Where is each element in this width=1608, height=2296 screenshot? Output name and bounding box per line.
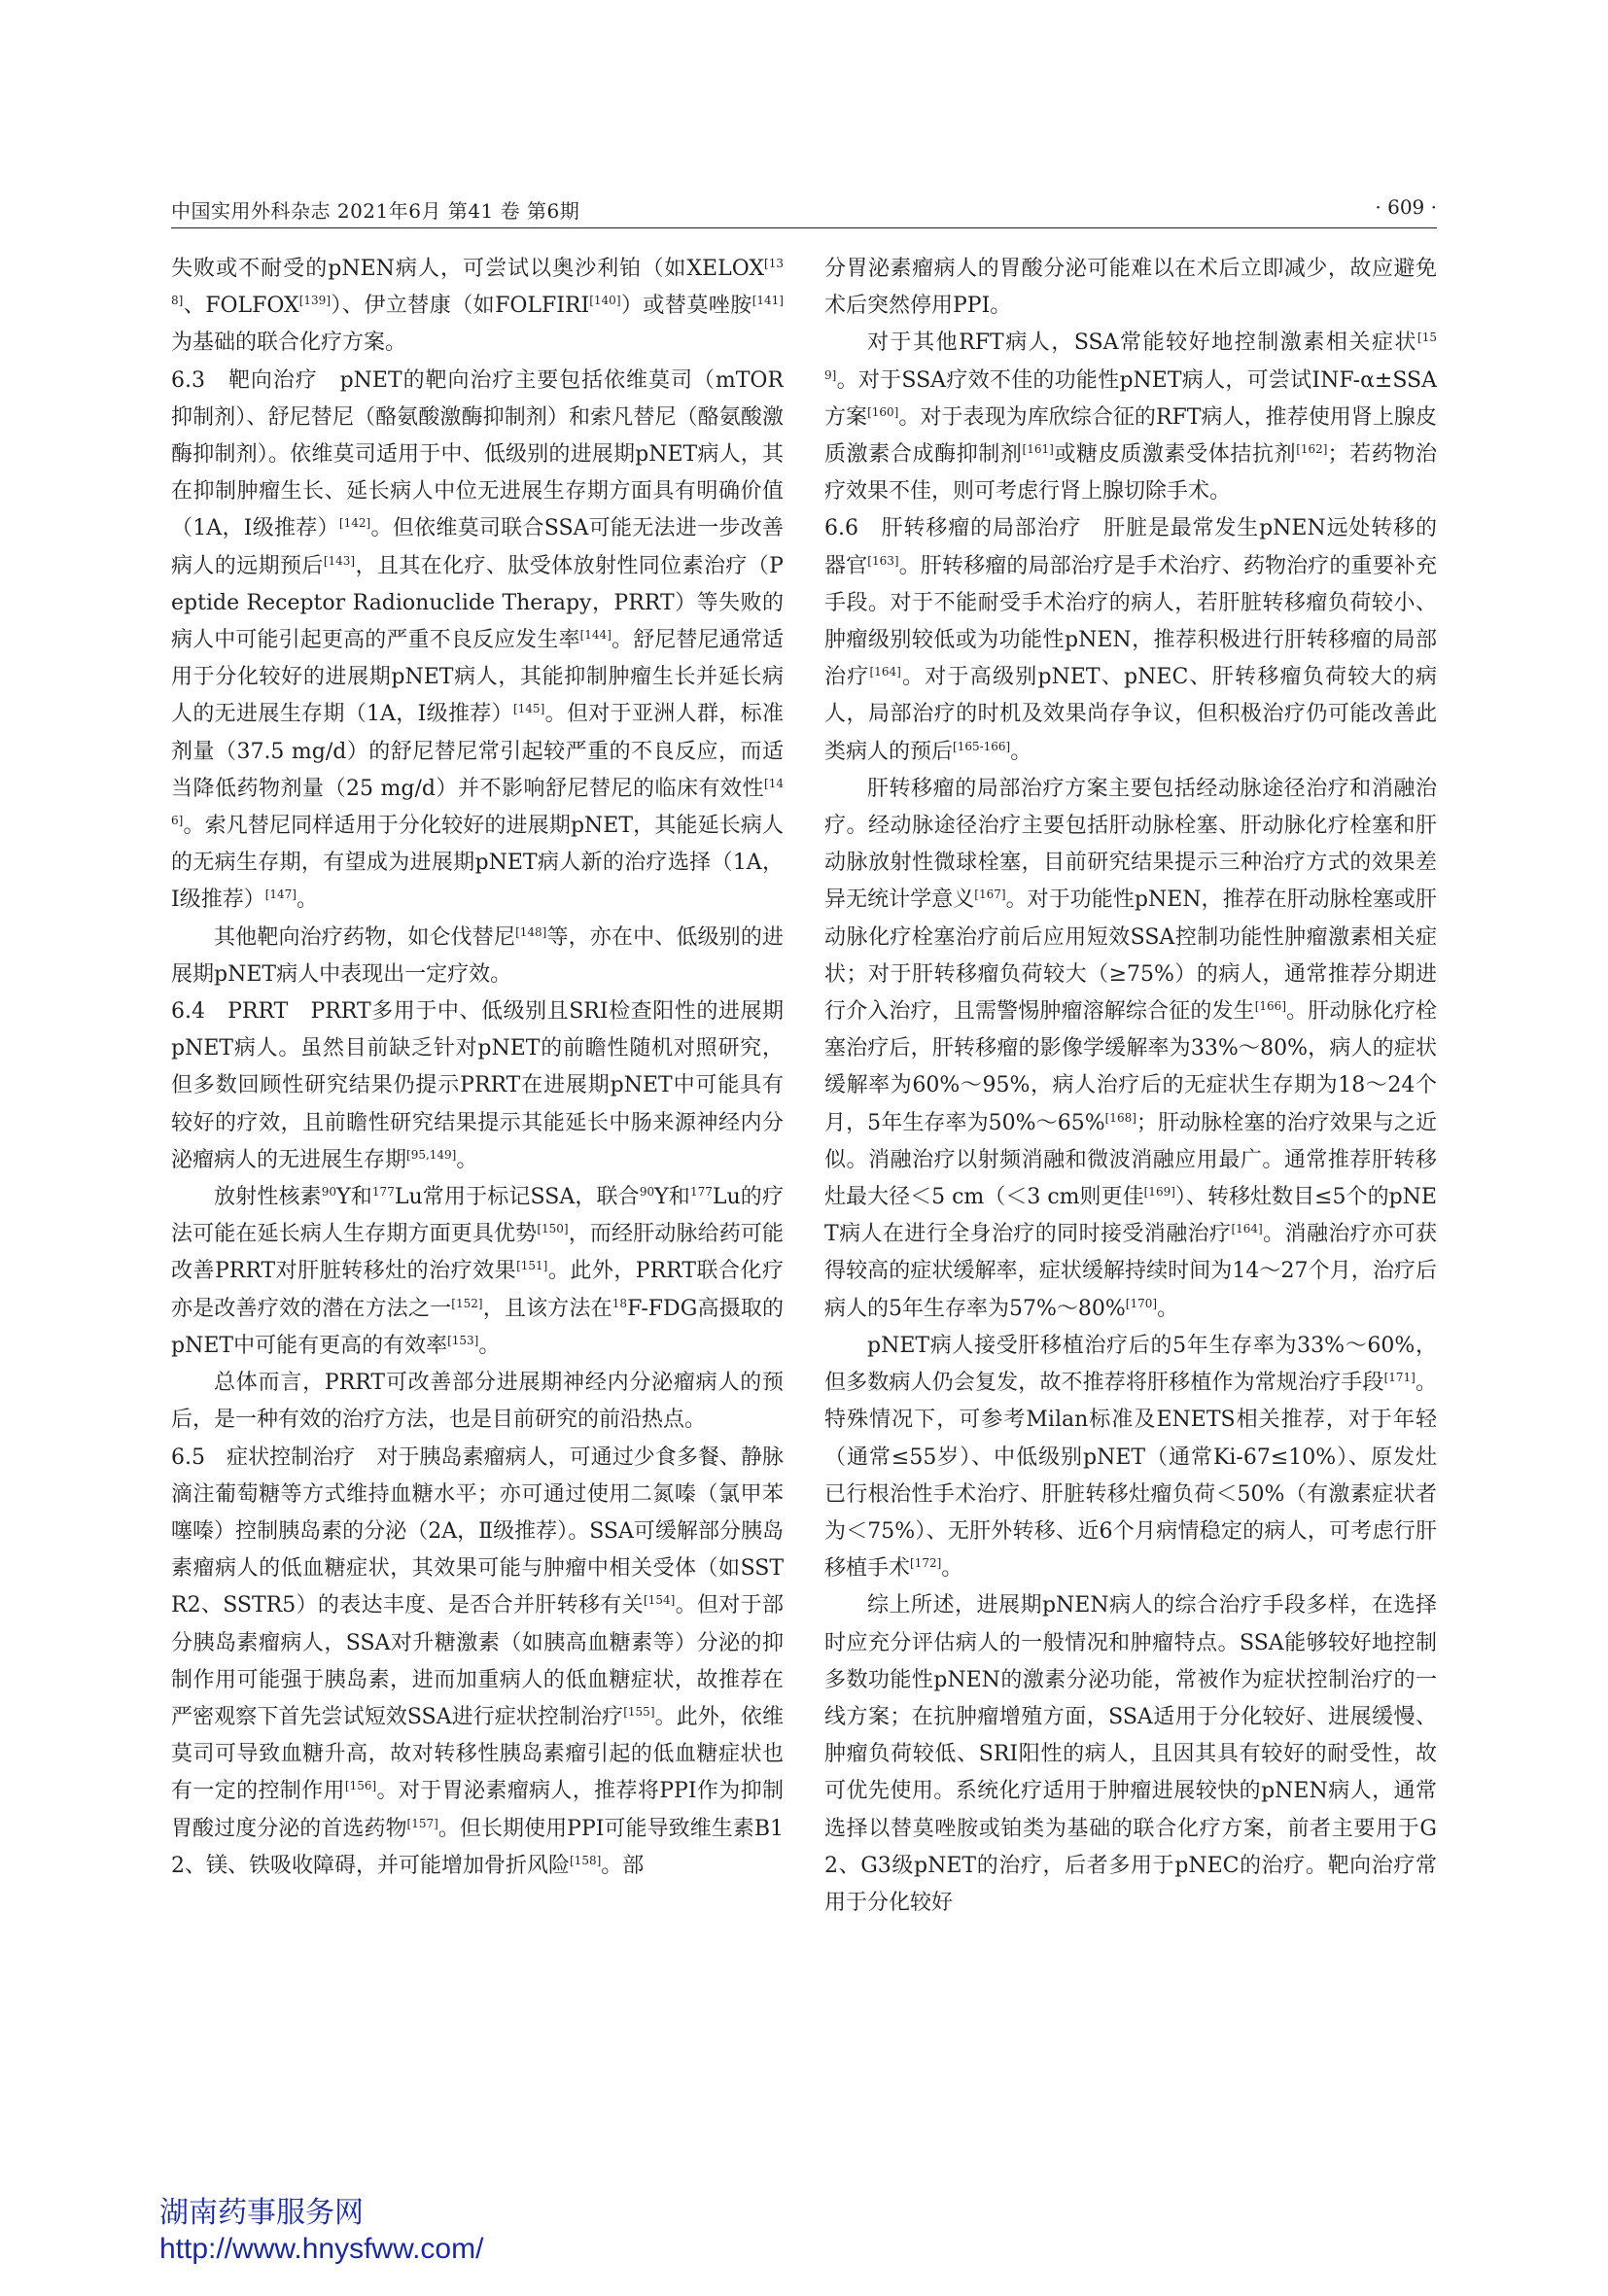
journal-title: 中国实用外科杂志 2021年6月 第41 卷 第6期 — [171, 199, 580, 223]
right-column — [824, 251, 1437, 2088]
paragraph: 分胃泌素瘤病人的胃酸分泌可能难以在术后立即减少，故应避免术后突然停用PPI。 — [824, 257, 1437, 319]
paragraph: 对于其他RFT病人，SSA常能较好地控制激素相关症状[159]。对于SSA疗效不佳的功能性pNET病人，可尝试INF-α±SSA方案[160]。对于表现为库欣综合征的RFT病人，推荐使用肾上腺皮质激素合成酶抑制剂[161]或糖皮质激素受体拮抗剂[162]；若药物治疗效果不佳，则可考虑行肾上腺切除手术。 — [824, 330, 1437, 504]
left-column — [171, 251, 784, 2088]
page-number: · 609 · — [1375, 195, 1437, 219]
site-url-link[interactable]: http://www.hnysfww.com/ — [159, 2233, 484, 2265]
paragraph: 其他靶向治疗药物，如仑伐替尼[148]等，亦在中、低级别的进展期pNET病人中表现出一定疗效。 — [171, 924, 784, 987]
running-header — [171, 195, 1437, 226]
paragraph: 失败或不耐受的pNEN病人，可尝试以奥沙利铂（如XELOX[138]、FOLFOX[139]）、伊立替康（如FOLFIRI[140]）或替莫唑胺[141]为基础的联合化疗方案。 — [171, 257, 784, 356]
section-paragraph: 6.5 症状控制治疗 对于胰岛素瘤病人，可通过少食多餐、静脉滴注葡萄糖等方式维持血糖水平；亦可通过使用二氮嗪（氯甲苯噻嗪）控制胰岛素的分泌（2A，Ⅱ级推荐）。SSA可缓解部分胰岛素瘤病人的低血糖症状，其效果可能与肿瘤中相关受体（如SSTR2、SSTR5）的表达丰度、是否合并肝转移有关[154]。但对于部分胰岛素瘤病人，SSA对升糖激素（如胰高血糖素等）分泌的抑制作用可能强于胰岛素，进而加重病人的低血糖症状，故推荐在严密观察下首先尝试短效SSA进行症状控制治疗[155]。此外，依维莫司可导致血糖升高，故对转移性胰岛素瘤引起的低血糖症状也有一定的控制作用[156]。对于胃泌素瘤病人，推荐将PPI作为抑制胃酸过度分泌的首选药物[157]。但长期使用PPI可能导致维生素B12、镁、铁吸收障碍，并可能增加骨折风险[158]。部 — [171, 1444, 784, 1878]
paragraph: 总体而言，PRRT可改善部分进展期神经内分泌瘤病人的预后，是一种有效的治疗方法，也是目前研究的前沿热点。 — [171, 1371, 784, 1433]
section-heading: 6.3 靶向治疗 — [171, 367, 318, 393]
section-heading: 6.6 肝转移瘤的局部治疗 — [824, 516, 1082, 541]
paragraph: pNET病人接受肝移植治疗后的5年生存率为33%～60%，但多数病人仍会复发，故不推荐将肝移植作为常规治疗手段[171]。特殊情况下，可参考Milan标准及ENETS相关推荐，对于年轻（通常≤55岁）、中低级别pNET（通常Ki-67≤10%）、原发灶已行根治性手术治疗、肝脏转移灶瘤负荷＜50%（有激素症状者为＜75%）、无肝外转移、近6个月病情稳定的病人，可考虑行肝移植手术[172]。 — [824, 1333, 1437, 1582]
header-rule — [171, 227, 1437, 228]
paragraph: 放射性核素$^{90}$Y和$^{177}$Lu常用于标记SSA，联合$^{90}$Y和$^{177}$Lu的疗法可能在延长病人生存期方面更具优势[150]，而经肝动脉给药可能改善PRRT对肝脏转移灶的治疗效果[151]。此外，PRRT联合化疗亦是改善疗效的潜在方法之一[152]，且该方法在$^{18}$F-FDG高摄取的pNET中可能有更高的有效率[153]。 — [171, 1185, 784, 1358]
paragraph: 综上所述，进展期pNEN病人的综合治疗手段多样，在选择时应充分评估病人的一般情况和肿瘤特点。SSA能够较好地控制多数功能性pNEN的激素分泌功能，常被作为症状控制治疗的一线方案；在抗肿瘤增殖方面，SSA适用于分化较好、进展缓慢、肿瘤负荷较低、SRI阳性的病人，且因其具有较好的耐受性，故可优先使用。系统化疗适用于肿瘤进展较快的pNEN病人，通常选择以替莫唑胺或铂类为基础的联合化疗方案，前者主要用于G2、G3级pNET的治疗，后者多用于pNEC的治疗。靶向治疗常用于分化较好 — [824, 1593, 1437, 1915]
site-name: 湖南药事服务网 — [159, 2196, 364, 2230]
footer-watermark — [159, 2195, 483, 2267]
section-paragraph: 6.6 肝转移瘤的局部治疗 肝脏是最常发生pNEN远处转移的器官[163]。肝转移瘤的局部治疗是手术治疗、药物治疗的重要补充手段。对于不能耐受手术治疗的病人，若肝脏转移瘤负荷较小、肿瘤级别较低或为功能性pNEN，推荐积极进行肝转移瘤的局部治疗[164]。对于高级别pNET、pNEC、肝转移瘤负荷较大的病人，局部治疗的时机及效果尚存争议，但积极治疗仍可能改善此类病人的预后[165-166]。 — [824, 516, 1437, 764]
section-heading: 6.5 症状控制治疗 — [171, 1444, 356, 1470]
section-heading: 6.4 PRRT — [171, 999, 289, 1025]
section-paragraph: 6.3 靶向治疗 pNET的靶向治疗主要包括依维莫司（mTOR抑制剂）、舒尼替尼（酪氨酸激酶抑制剂）和索凡替尼（酪氨酸激酶抑制剂）。依维莫司适用于中、低级别的进展期pNET病人，其在抑制肿瘤生长、延长病人中位无进展生存期方面具有明确价值（1A，Ⅰ级推荐）[142]。但依维莫司联合SSA可能无法进一步改善病人的远期预后[143]，且其在化疗、肽受体放射性同位素治疗（Peptide Receptor Radionuclide Therapy，PRRT）等失败的病人中可能引起更高的严重不良反应发生率[144]。舒尼替尼通常适用于分化较好的进展期pNET病人，其能抑制肿瘤生长并延长病人的无进展生存期（1A，Ⅰ级推荐）[145]。但对于亚洲人群，标准剂量（37.5 mg/d）的舒尼替尼常引起较严重的不良反应，而适当降低药物剂量（25 mg/d）并不影响舒尼替尼的临床有效性[146]。索凡替尼同样适用于分化较好的进展期pNET，其能延长病人的无病生存期，有望成为进展期pNET病人新的治疗选择（1A，Ⅰ级推荐）[147]。 — [171, 367, 784, 913]
paragraph: 肝转移瘤的局部治疗方案主要包括经动脉途径治疗和消融治疗。经动脉途径治疗主要包括肝动脉栓塞、肝动脉化疗栓塞和肝动脉放射性微球栓塞，目前研究结果提示三种治疗方式的效果差异无统计学意义[167]。对于功能性pNEN，推荐在肝动脉栓塞或肝动脉化疗栓塞治疗前后应用短效SSA控制功能性肿瘤激素相关症状；对于肝转移瘤负荷较大（≥75%）的病人，通常推荐分期进行介入治疗，且需警惕肿瘤溶解综合征的发生[166]。肝动脉化疗栓塞治疗后，肝转移瘤的影像学缓解率为33%～80%，病人的症状缓解率为60%～95%，病人治疗后的无症状生存期为18～24个月，5年生存率为50%～65%[168]；肝动脉栓塞的治疗效果与之近似。消融治疗以射频消融和微波消融应用最广。通常推荐肝转移灶最大径＜5 cm（＜3 cm则更佳[169]）、转移灶数目≤5个的pNET病人在进行全身治疗的同时接受消融治疗[164]。消融治疗亦可获得较高的症状缓解率，症状缓解持续时间为14～27个月，治疗后病人的5年生存率为57%～80%[170]。 — [824, 776, 1437, 1321]
section-paragraph: 6.4 PRRT PRRT多用于中、低级别且SRI检查阳性的进展期pNET病人。虽然目前缺乏针对pNET的前瞻性随机对照研究，但多数回顾性研究结果仍提示PRRT在进展期pNET中可能具有较好的疗效，且前瞻性研究结果提示其能延长中肠来源神经内分泌瘤病人的无进展生存期[95,149]。 — [171, 999, 784, 1172]
